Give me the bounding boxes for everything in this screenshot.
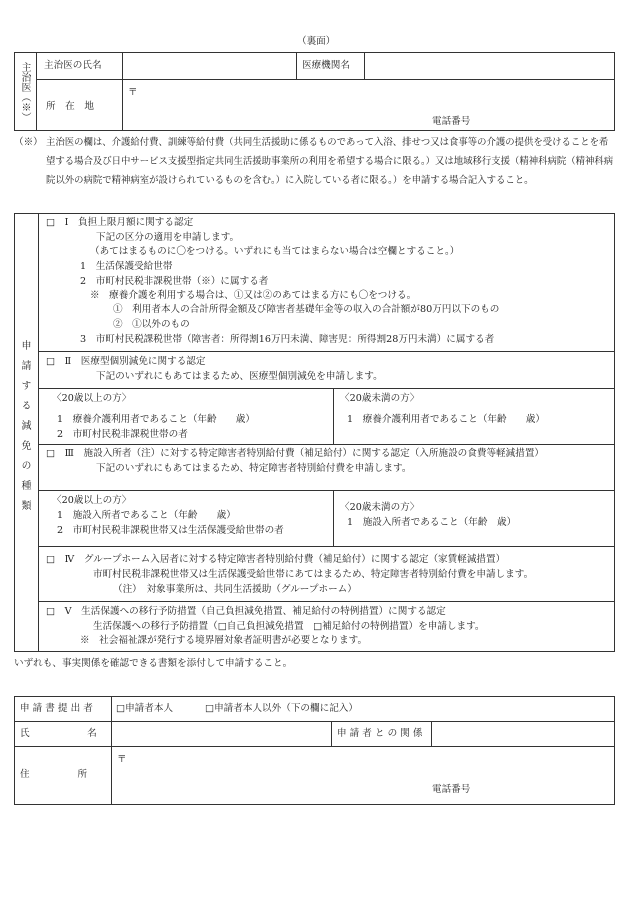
physician-vertical-label: 主治医（※） <box>19 62 30 122</box>
section-2-title[interactable]: □ Ⅱ 医療型個別減免に関する認定 <box>46 356 206 367</box>
section-1-title[interactable]: □ Ⅰ 負担上限月額に関する認定 <box>46 217 194 228</box>
institution-field[interactable] <box>366 54 612 77</box>
submitter-name-label: 氏 名 <box>20 728 97 739</box>
section-1-sub-2[interactable]: ② ①以外のもの <box>113 319 190 330</box>
section-3-title[interactable]: □ Ⅲ 施設入所者（注）に対する特定障害者特別給付費（補足給付）に関する認定（入所施設の食費等軽減措置） <box>46 448 545 459</box>
section-4-note: （注） 対象事業所は、共同生活援助（グループホーム） <box>113 584 357 595</box>
physician-phone-label: 電話番号 <box>432 116 471 127</box>
section-2-line-1: 下記のいずれにもあてはまるため、医療型個別減免を申請します。 <box>96 371 383 382</box>
institution-label: 医療機関名 <box>302 60 350 71</box>
section-4-title[interactable]: □ Ⅳ グループホーム入居者に対する特定障害者特別給付費（補足給付）に関する認定（家賃軽減措置） <box>46 554 506 565</box>
physician-postal-mark: 〒 <box>128 87 138 98</box>
physician-note: 主治医の欄は、介護給付費、訓練等給付費（共同生活援助に係るものであって入浴、排せつ又は食事等の介護の提供を受けることを希望する場合及び日中サービス支援型指定共同生活援助事業所の利用を希望する場合に限る。）又は地域移行支援（精神科病院（精神科病院以外の病院で精神病室が設けられているものを含む。）に入院している者に限る。）を申請する場合記入すること。 <box>46 137 614 186</box>
section-1-sub-1[interactable]: ① 利用者本人の合計所得金額及び障害者基礎年金等の収入の合計額が80万円以下のもの <box>113 304 500 315</box>
section-1-line-1: 下記の区分の適用を申請します。 <box>96 232 240 243</box>
section-1-option-2[interactable]: 2 市町村民税非課税世帯（※）に属する者 <box>80 276 269 287</box>
section-1-line-5: ※ 療養介護を利用する場合は、①又は②のあてはまる方にも〇をつける。 <box>90 290 417 301</box>
section-1-line-2: （あてはまるものに〇をつける。いずれにも当てはまらない場合は空欄とすること。） <box>90 246 460 257</box>
submitter-address-label: 住 所 <box>20 769 88 780</box>
section-3-left-1: 1 施設入所者であること（年齢 歳） <box>57 510 236 521</box>
section-4-line-1: 市町村民税非課税世帯又は生活保護受給世帯にあてはまるため、特定障害者特別給付費を申請します。 <box>93 569 534 580</box>
physician-name-label: 主治医の氏名 <box>44 60 102 71</box>
section-2-left-1: 1 療養介護利用者であること（年齢 歳） <box>57 414 255 425</box>
section-1-option-3[interactable]: 3 市町村民税課税世帯（障害者：所得割16万円未満、障害児：所得割28万円未満）に属する者 <box>80 334 495 345</box>
section-2-left-2: 2 市町村民税非課税世帯の者 <box>57 429 188 440</box>
section-3-right-1: 1 施設入所者であること（年齢 歳） <box>347 517 517 528</box>
submitter-option-self[interactable]: □申請者本人 <box>116 703 174 714</box>
section-3-line-1: 下記のいずれにもあてはまるため、特定障害者特別給付費を申請します。 <box>96 463 412 474</box>
submitter-name-field[interactable] <box>113 723 329 744</box>
section-5-line-1[interactable]: 生活保護への移行予防措置（□自己負担減免措置 □補足給付の特例措置）を申請します。 <box>93 621 485 632</box>
section-3-left-2: 2 市町村民税非課税世帯又は生活保護受給世帯の者 <box>57 525 284 536</box>
reduction-vertical-label: 申請する減免の種類 <box>19 340 30 520</box>
attachment-note: いずれも、事実関係を確認できる書類を添付して申請すること。 <box>14 658 293 669</box>
section-1-option-1[interactable]: 1 生活保護受給世帯 <box>80 261 173 272</box>
section-3-right-head: 〈20歳未満の方〉 <box>340 502 420 513</box>
submitter-option-other[interactable]: □申請者本人以外（下の欄に記入） <box>205 703 358 714</box>
section-5-title[interactable]: □ Ⅴ 生活保護への移行予防措置（自己負担減免措置、補足給付の特例措置）に関する認定 <box>46 606 446 617</box>
page-side-label: （裏面） <box>297 36 336 47</box>
section-2-left-head: 〈20歳以上の方〉 <box>52 393 132 404</box>
section-2-right-1: 1 療養介護利用者であること（年齢 歳） <box>347 414 545 425</box>
submitter-address-field[interactable] <box>113 748 612 803</box>
relation-label: 申 請 者 と の 関 係 <box>337 728 423 739</box>
physician-address-label: 所 在 地 <box>46 101 94 112</box>
section-2-right-head: 〈20歳未満の方〉 <box>340 393 420 404</box>
submitter-postal-mark: 〒 <box>117 754 127 765</box>
section-5-note: ※ 社会福祉課が発行する境界層対象者証明書が必要となります。 <box>80 635 368 646</box>
note-mark: （※） <box>14 137 43 148</box>
submitter-label: 申 請 書 提 出 者 <box>20 703 93 714</box>
physician-address-field[interactable] <box>124 81 612 129</box>
physician-name-field[interactable] <box>124 54 294 77</box>
relation-field[interactable] <box>433 723 612 744</box>
submitter-phone-label: 電話番号 <box>432 784 471 795</box>
section-3-left-head: 〈20歳以上の方〉 <box>52 495 132 506</box>
